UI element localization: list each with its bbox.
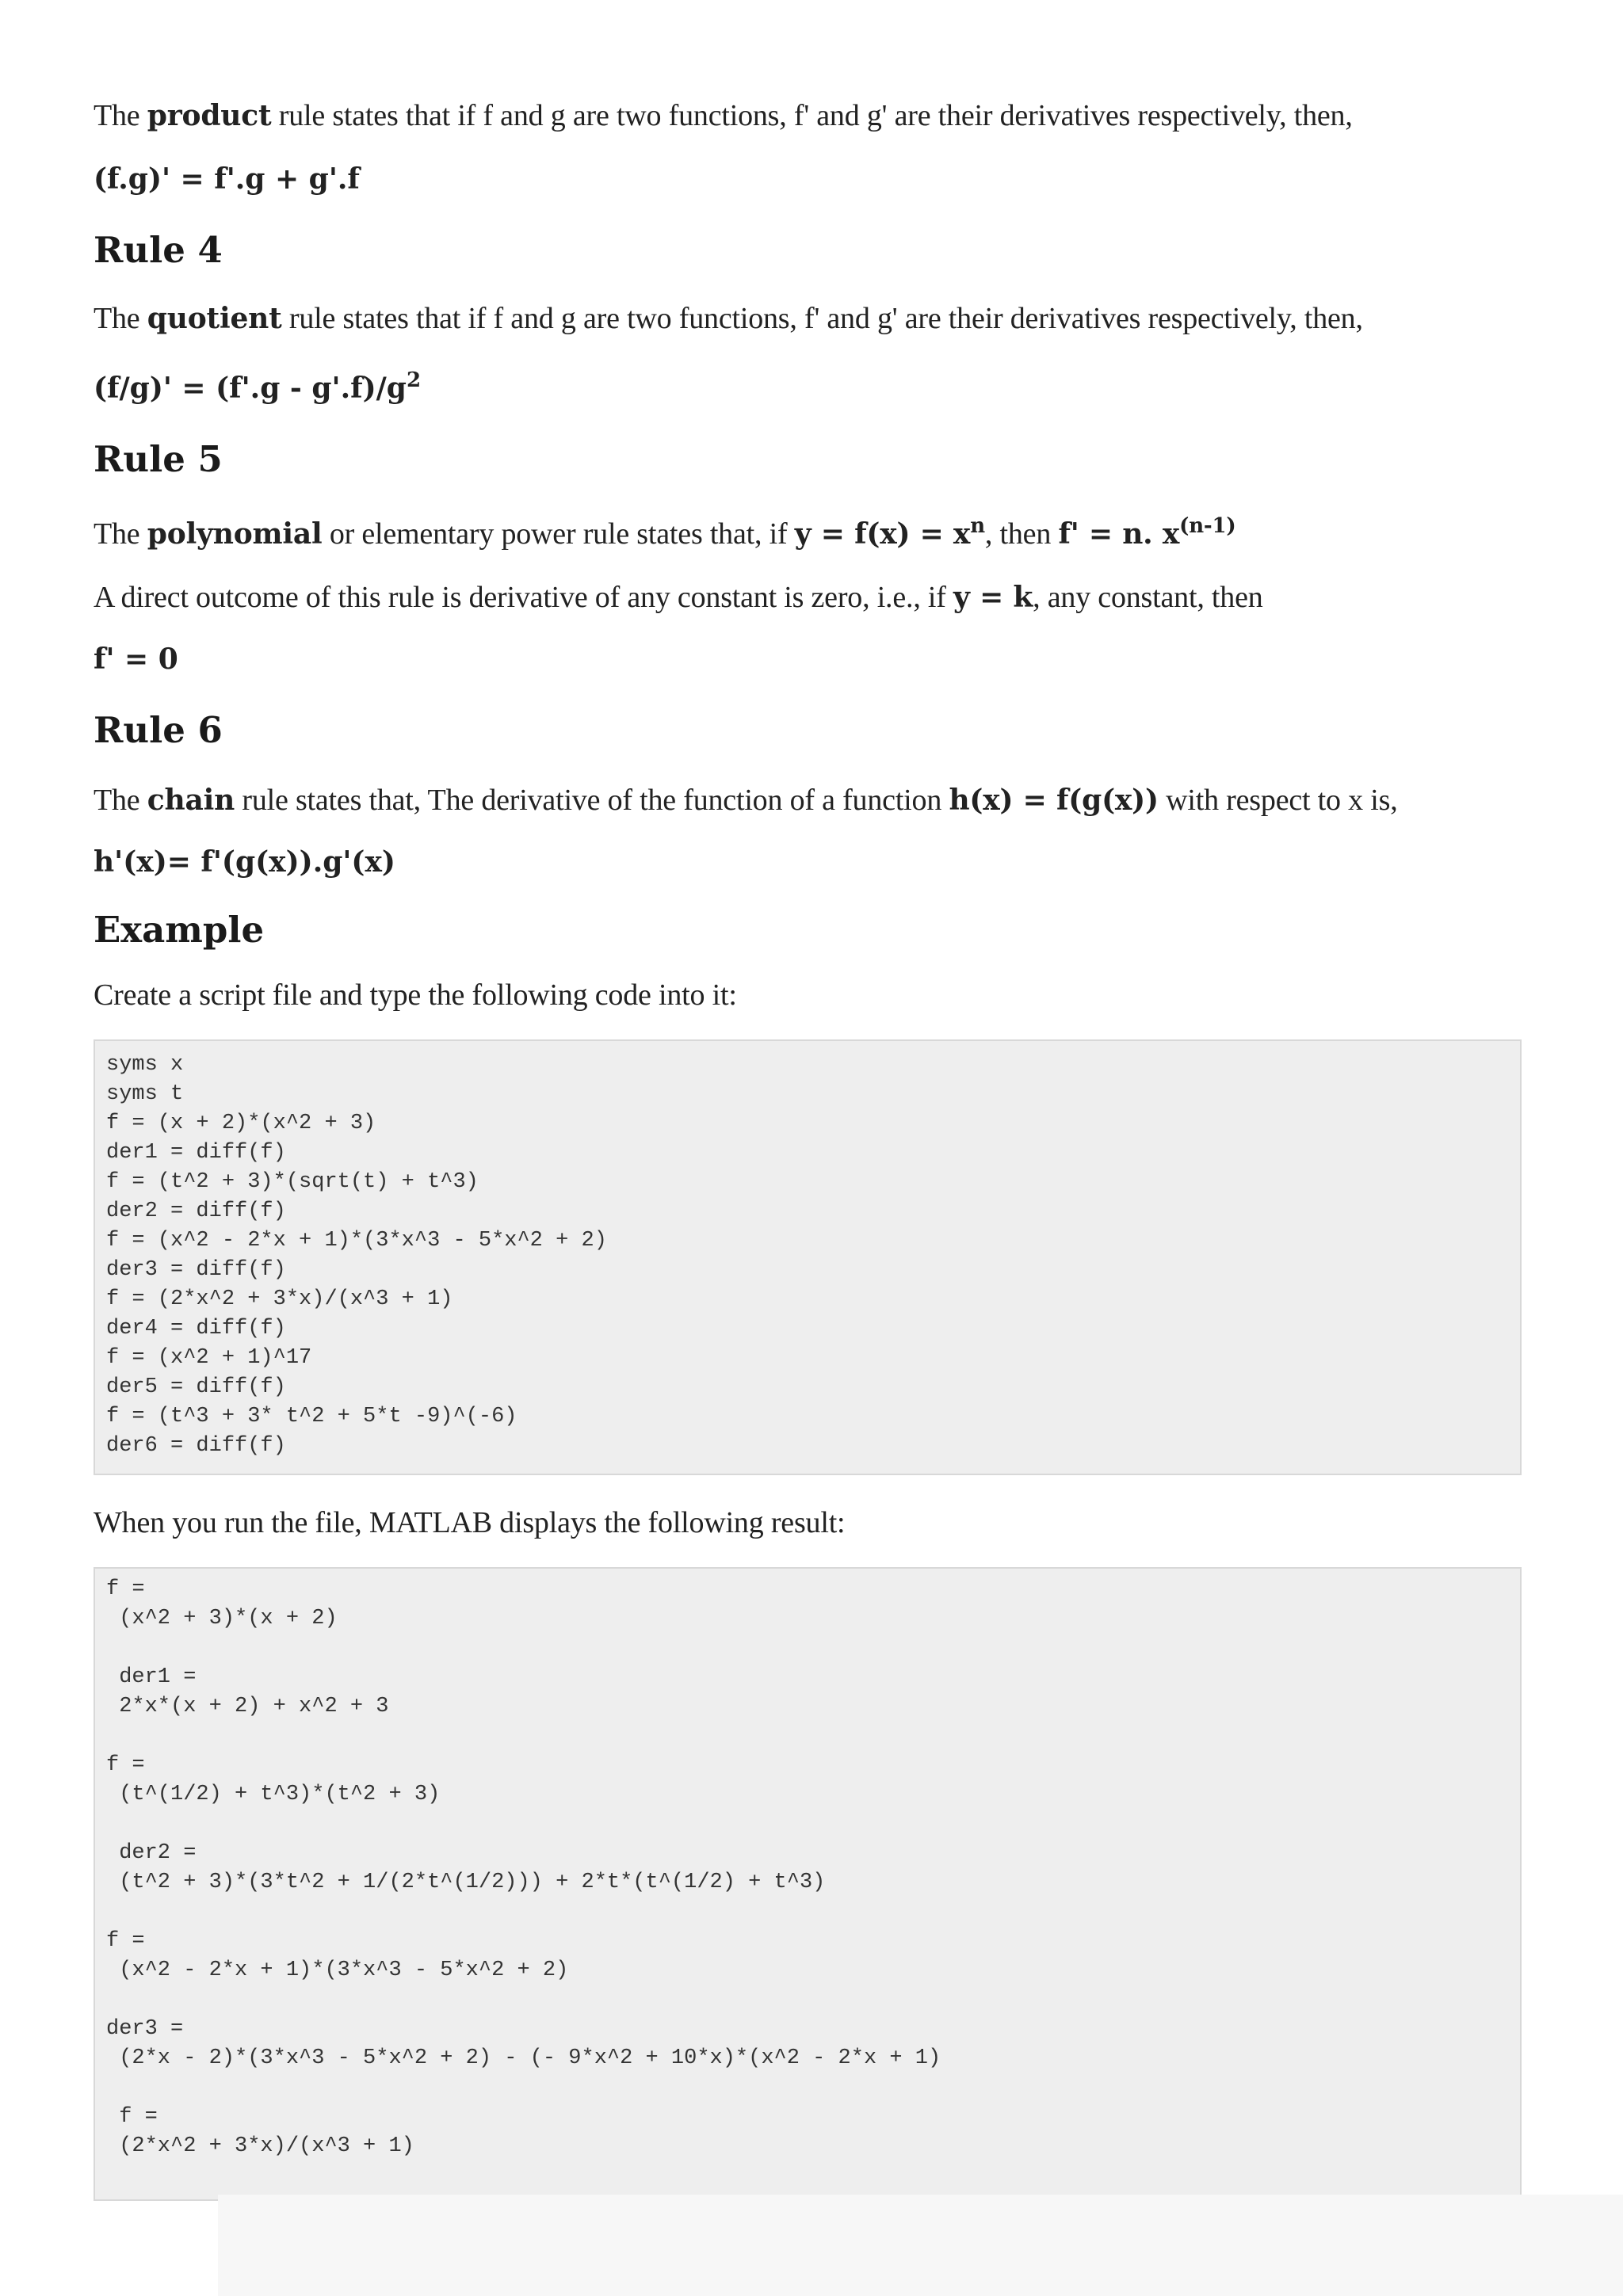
code-line: der5 = diff(f) [106,1375,286,1399]
quotient-keyword: quotient [147,302,282,335]
quotient-rule-formula: $(f/g)' = (f'.g - g'.f)/g^2$ [94,368,422,405]
output-code-block [94,1567,1522,2201]
code-line: f = (t^3 + 3* t^2 + 5*t -9)^(-6) [106,1405,517,1428]
example-intro-text: Create a script file and type the following code into it: [94,978,737,1012]
output-line: (x^2 - 2*x + 1)*(3*x^3 - 5*x^2 + 2) [106,1958,569,1982]
code-line: f = (x^2 - 2*x + 1)*(3*x^3 - 5*x^2 + 2) [106,1229,607,1253]
code-line: der1 = diff(f) [106,1141,286,1165]
output-line: (2*x - 2)*(3*x^3 - 5*x^2 + 2) - (- 9*x^2 + 10*x)*(x^2 - 2*x + 1) [106,2046,941,2070]
output-line: der3 = [106,2017,184,2041]
result-intro-text: When you run the file, MATLAB displays the following result: [94,1506,846,1539]
output-line: (2*x^2 + 3*x)/(x^3 + 1) [106,2134,414,2158]
code-line: f = (2*x^2 + 3*x)/(x^3 + 1) [106,1287,453,1311]
output-line: f = [106,1929,145,1953]
output-line: (x^2 + 3)*(x + 2) [106,1607,338,1630]
output-line: f = [106,2105,158,2129]
code-line: f = (t^2 + 3)*(sqrt(t) + t^3) [106,1170,479,1194]
chain-keyword: chain [147,784,235,817]
product-keyword: product [147,99,272,132]
example-heading: Example [94,909,265,951]
output-line: f = [106,1577,145,1601]
output-line: 2*x*(x + 2) + x^2 + 3 [106,1695,389,1718]
output-line: der2 = [106,1841,197,1865]
code-line: syms x [106,1053,184,1077]
output-line: f = [106,1753,145,1777]
code-line: der4 = diff(f) [106,1317,286,1341]
script-code-block [94,1039,1522,1475]
polynomial-keyword: polynomial [147,517,323,551]
code-line: syms t [106,1082,184,1106]
product-rule-formula: (f.g)' = f'.g + g'.f [94,162,360,196]
constant-derivative-formula: f' = 0 [94,643,178,676]
constant-derivative-text: A direct outcome of this rule is derivative of any constant is zero, i.e., if y = k, any constant, then [94,581,1263,614]
chain-rule-text: The chain rule states that, The derivative of the function of a function h(x) = f(g(x)) with respect to x is, [94,784,1398,817]
code-line: der6 = diff(f) [106,1434,286,1458]
code-line: f = (x + 2)*(x^2 + 3) [106,1112,376,1135]
rule-4-heading: Rule 4 [94,229,223,271]
output-line: der1 = [106,1665,197,1689]
rule-5-heading: Rule 5 [94,438,223,480]
code-line: der2 = diff(f) [106,1199,286,1223]
rule-6-heading: Rule 6 [94,709,223,751]
polynomial-rule-text: The polynomial or elementary power rule states that, if $y = f(x) = x^n$, then f' = n. $x^{(n-1)}$ [94,514,1236,551]
code-line: f = (x^2 + 1)^17 [106,1346,312,1370]
code-line: der3 = diff(f) [106,1258,286,1282]
quotient-rule-text: The quotient rule states that if f and g are two functions, f' and g' are their derivatives respectively, then, [94,302,1363,335]
output-line: (t^(1/2) + t^3)*(t^2 + 3) [106,1783,441,1806]
product-rule-text: The product rule states that if f and g are two functions, f' and g' are their derivatives respectively, then, [94,99,1353,132]
output-line: (t^2 + 3)*(3*t^2 + 1/(2*t^(1/2))) + 2*t*(t^(1/2) + t^3) [106,1871,826,1894]
chain-rule-formula: h'(x)= f'(g(x)).g'(x) [94,845,395,879]
page-footer-shade [218,2195,1623,2296]
